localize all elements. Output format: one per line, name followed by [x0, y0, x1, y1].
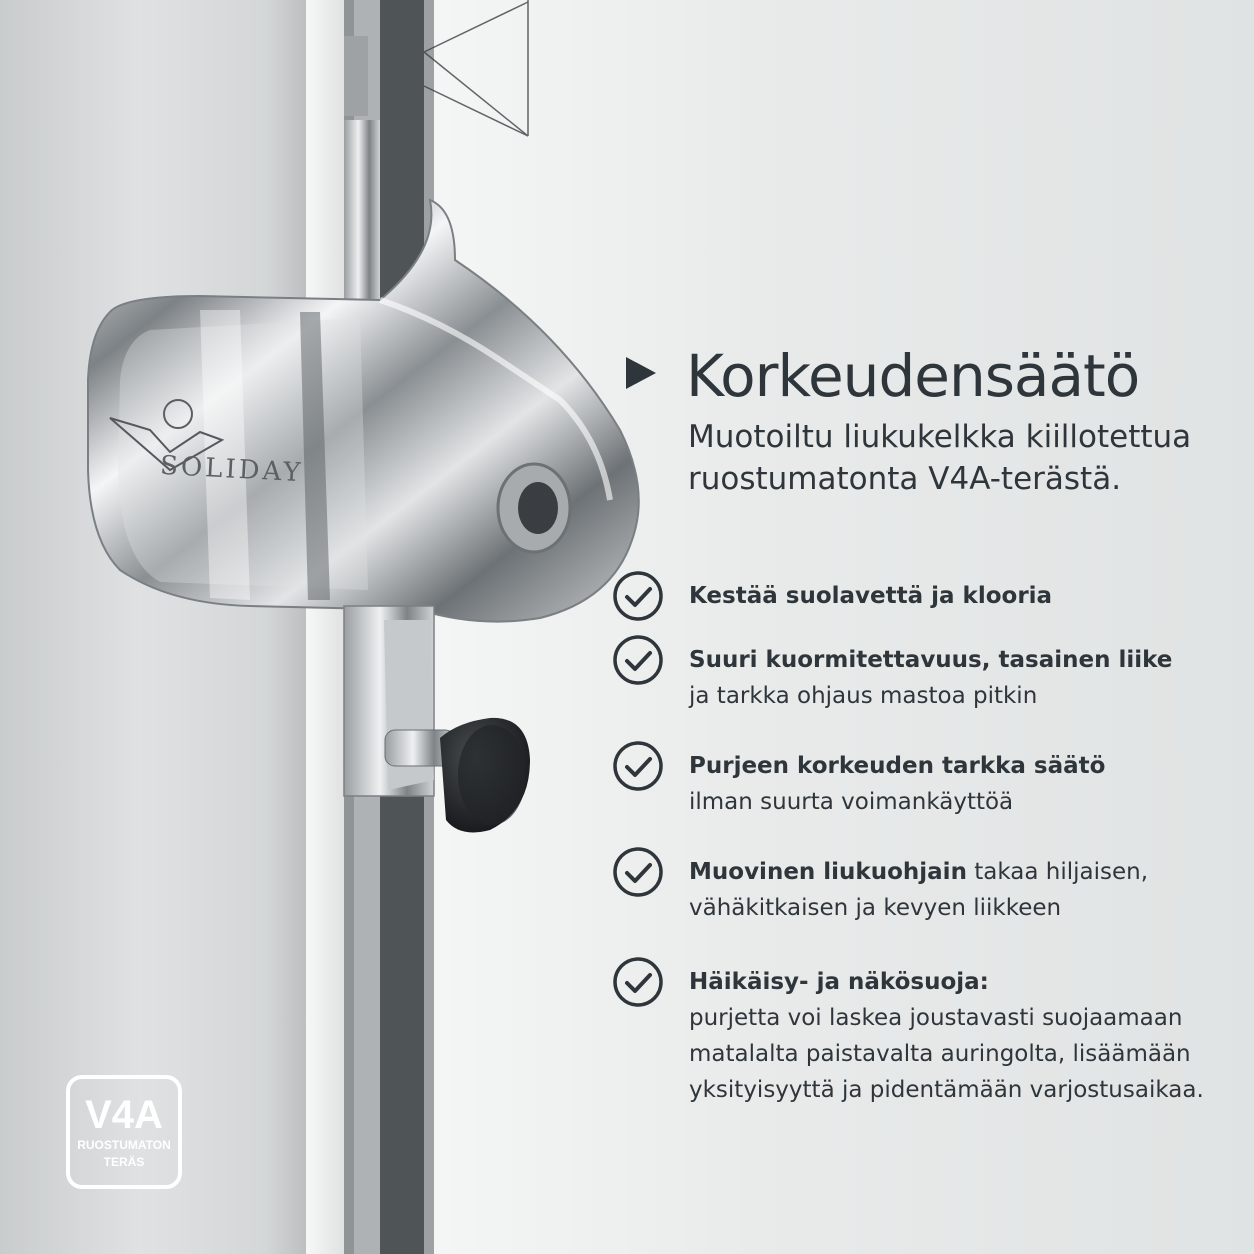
logo-text: SOLIDAY	[159, 450, 305, 489]
feature-text: takaa hiljaisen, vähäkitkaisen ja kevyen liikkeen	[689, 859, 1149, 921]
check-icon	[612, 740, 664, 792]
feature-bold: Häikäisy- ja näkösuoja:	[689, 969, 989, 995]
feature-bold: Suuri kuormitettavuus, tasainen liike	[689, 647, 1173, 673]
feature-bold: Muovinen liukuohjain	[689, 859, 967, 885]
page-subtitle: Muotoiltu liukukelkka kiillotettua ruostumatonta V4A-terästä.	[688, 419, 1192, 497]
feature-bold: Purjeen korkeuden tarkka säätö	[689, 753, 1106, 779]
feature-text: ja tarkka ohjaus mastoa pitkin	[689, 683, 1038, 709]
badge-line2: TERÄS	[103, 1155, 145, 1169]
check-icon	[612, 570, 664, 622]
v4a-badge	[66, 1075, 182, 1189]
check-icon	[612, 634, 664, 686]
badge-line1: RUOSTUMATON	[77, 1138, 171, 1152]
play-icon	[626, 357, 656, 389]
check-icon	[612, 956, 664, 1008]
feature-bold: Kestää suolavettä ja klooria	[689, 583, 1053, 609]
feature-text: purjetta voi laskea joustavasti suojaamaan matalalta paistavalta auringolta, lisäämään yksityisyyttä ja pidentämään varjostusaikaa.	[689, 1005, 1204, 1103]
page-title: Korkeudensäätö	[686, 342, 1140, 410]
feature-text: ilman suurta voimankäyttöä	[689, 789, 1014, 815]
check-icon	[612, 846, 664, 898]
badge-main: V4A	[85, 1093, 163, 1137]
